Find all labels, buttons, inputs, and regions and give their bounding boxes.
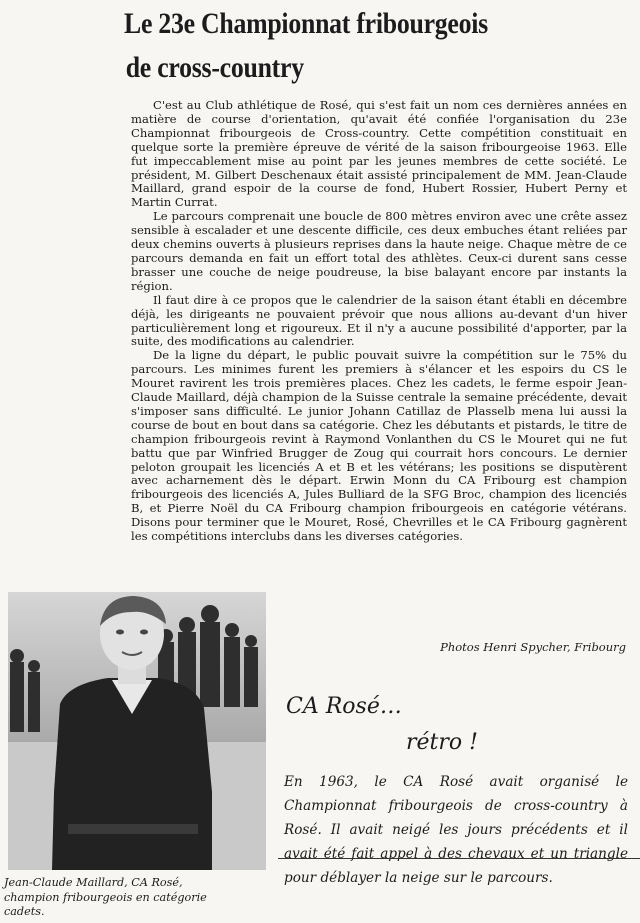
photo-caption (4, 876, 266, 920)
retro-title (286, 692, 626, 762)
retro-text: En 1963, le CA Rosé avait organisé le Championnat fribourgeois de cross-country à Rosé. Il avait neigé les jours précédents et il avait été fait appel à des chevaux et un triangle pour déblayer la neige sur le parcours. (284, 774, 628, 886)
article-paragraph-3: Il faut dire à ce propos que le calendrier de la saison étant établi en décembre déjà, les dirigeants ne pouvaient prévoir que nous allions au-devant d'un hiver particulièrement long et rigoureux. Et il n'y a aucune possibilité d'apporter, par la suite, des modifications au calendrier. (131, 292, 627, 349)
article-paragraph-2: Le parcours comprenait une boucle de 800 mètres environ avec une crête assez sensible à escalader et une descente difficile, ces deux embuches étant reliées par deux chemins ouverts à plusieurs reprises dans la haute neige. Chaque mètre de ce parcours demanda en fait un effort total des athlètes. Ceux-ci durent sans cesse brasser une couche de neige poudreuse, la bise balayant encore par instants la région. (131, 209, 627, 293)
retro-title-line-1: CA Rosé… (286, 694, 402, 719)
article-body (131, 99, 627, 544)
headline (124, 2, 488, 90)
runner-photo-illustration (8, 592, 266, 870)
photo-credit: Photos Henri Spycher, Fribourg (440, 640, 626, 654)
article-paragraph-4: De la ligne du départ, le public pouvait suivre la compétition sur le 75% du parcours. Les minimes furent les premiers à s'élancer et les espoirs du CS le Mouret ravirent les trois premières places. Chez les cadets, le ferme espoir Jean-Claude Maillard, déjà champion de la Suisse centrale la semaine précédente, devait s'imposer sans difficulté. Le junior Johann Catillaz de Plasselb mena lui aussi la course de bout en bout dans sa catégorie. Chez les débutants et pistards, le titre de champion fribourgeois revint à Raymond Vonlanthen du CS le Mouret qui ne fut battu que par Winfried Brugger de Zoug qui courrait hors concours. Le dernier peloton groupait les licenciés A et B et les vétérans; les positions se disputèrent avec acharnement dès le départ. Erwin Monn du CA Fribourg est champion fribourgeois des licenciés A, Jules Bulliard de la SFG Broc, champion des licenciés B, et Pierre Noël du CA Fribourg champion fribourgeois en catégorie vétérans. Disons pour terminer que le Mouret, Rosé, Chevrilles et le CA Fribourg gagnèrent les compétitions interclubs dans les diverses catégories. (131, 348, 627, 544)
runner-photo (8, 592, 266, 870)
article-paragraph-1: C'est au Club athlétique de Rosé, qui s'est fait un nom ces dernières années en matière de course d'orientation, qu'avait été confiée l'organisation du 23e Championnat fribourgeois de Cross-country. Cette compétition constituait en quelque sorte la première épreuve de vérité de la saison fribourgeoise 1963. Elle fut impeccablement mise au point par les jeunes membres de cette société. Le président, M. Gilbert Deschenaux était assisté principalement de MM. Jean-Claude Maillard, grand espoir de la course de fond, Hubert Rossier, Hubert Perny et Martin Currat. (131, 98, 627, 210)
headline-line-2: de cross-country (125, 51, 304, 84)
divider-rule (278, 858, 640, 859)
headline-line-1: Le 23e Championnat fribourgeois (124, 7, 488, 40)
photo-caption-line-2: champion fribourgeois en catégorie (4, 890, 207, 904)
photo-caption-line-3: cadets. (4, 905, 45, 918)
retro-title-line-2: rétro ! (406, 730, 478, 755)
photo-caption-line-1: Jean-Claude Maillard, CA Rosé, (4, 876, 183, 889)
